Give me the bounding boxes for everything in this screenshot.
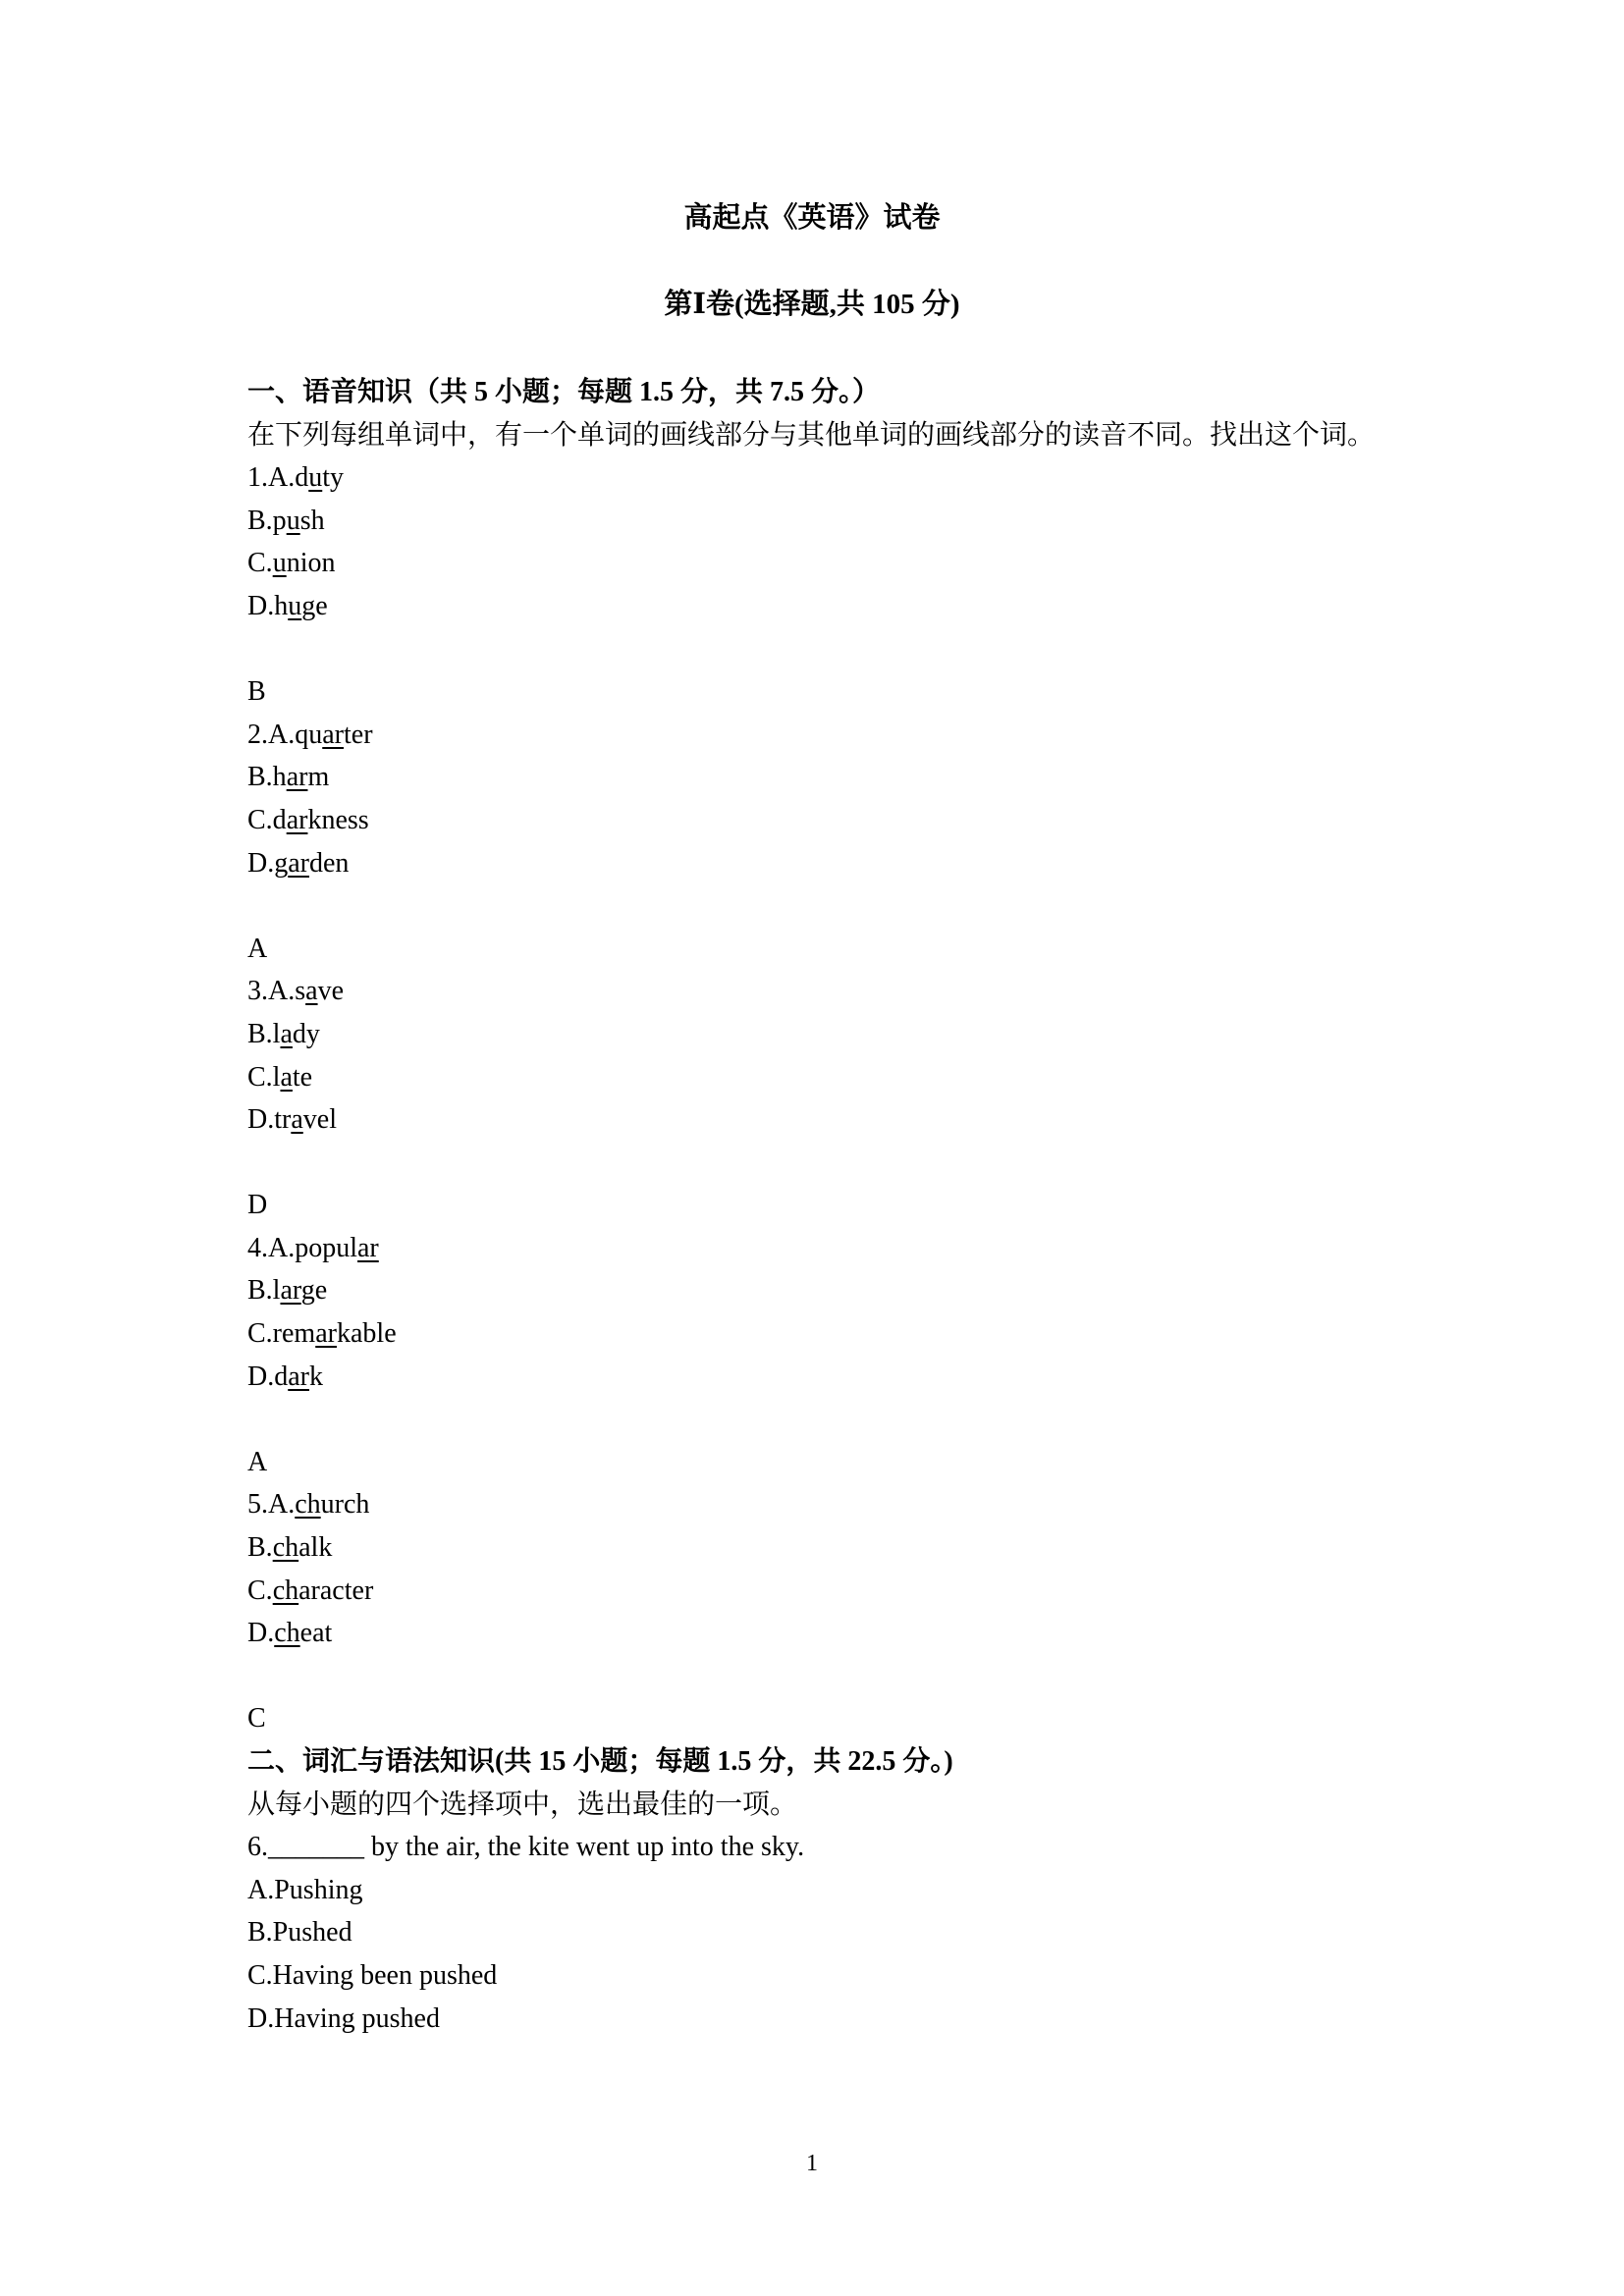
question-5-option-d	[247, 1612, 1406, 1655]
underlined-part: a	[280, 1018, 293, 1049]
option-text: 2.A.qu	[247, 719, 323, 750]
underlined-part: ar	[315, 1318, 337, 1350]
question-2	[247, 714, 1406, 971]
option-text: D.	[247, 1618, 275, 1649]
option-text: aracter	[298, 1575, 374, 1606]
question-5-answer: C	[247, 1703, 266, 1735]
option-text: kable	[336, 1318, 397, 1350]
question-2-option-d	[247, 842, 1406, 885]
option-text: 3.A.s	[247, 976, 306, 1007]
option-text: den	[309, 847, 350, 879]
option-text: B.	[247, 1532, 273, 1564]
option-text: ge	[301, 590, 328, 621]
underlined-part: a	[291, 1104, 303, 1136]
option-text: vel	[302, 1104, 337, 1136]
question-3-option-b	[247, 1013, 1406, 1056]
underlined-part: ar	[286, 804, 308, 835]
question-3-answer: D	[247, 1190, 268, 1221]
underlined-part: u	[286, 505, 300, 536]
question-5	[247, 1483, 1406, 1740]
question-1-answer: B	[247, 676, 266, 708]
option-text: B.l	[247, 1275, 281, 1307]
option-text: B.p	[247, 505, 287, 536]
option-text: ge	[300, 1275, 328, 1307]
part-title: 第Ⅰ卷(选择题,共 105 分)	[664, 289, 960, 320]
question-4-option-b	[247, 1269, 1406, 1312]
question-6-option-c: C.Having been pushed	[247, 1959, 498, 1991]
underlined-part: ar	[286, 762, 308, 793]
page-number: 1	[806, 2151, 818, 2176]
option-text: nion	[286, 548, 336, 579]
spacer	[247, 884, 1406, 928]
question-1-option-c	[247, 542, 1406, 585]
option-text: D.d	[247, 1361, 289, 1392]
section2-header: 二、词汇与语法知识(共 15 小题；每题 1.5 分，共 22.5 分。)	[247, 1746, 953, 1777]
option-text: te	[292, 1061, 313, 1093]
section1-instruction: 在下列每组单词中，有一个单词的画线部分与其他单词的画线部分的读音不同。找出这个词。	[247, 419, 1376, 451]
exam-content	[247, 371, 1406, 2040]
option-text: eat	[299, 1618, 333, 1649]
question-4	[247, 1227, 1406, 1484]
question-6-stem: 6._______ by the air, the kite went up into the sky.	[247, 1832, 805, 1863]
option-text: 4.A.popul	[247, 1232, 357, 1263]
underlined-part: a	[280, 1061, 293, 1093]
option-text: ve	[317, 976, 344, 1007]
option-text: D.g	[247, 847, 289, 879]
option-text: 1.A.d	[247, 462, 309, 494]
exam-title: 高起点《英语》试卷	[683, 202, 941, 234]
question-5-option-b	[247, 1526, 1406, 1570]
underlined-part: ch	[274, 1618, 300, 1649]
underlined-part: u	[288, 590, 302, 621]
question-6-option-d: D.Having pushed	[247, 2002, 440, 2034]
option-text: D.h	[247, 590, 289, 621]
underlined-part: ar	[357, 1232, 379, 1263]
question-6-option-a: A.Pushing	[247, 1874, 363, 1905]
underlined-part: ar	[280, 1275, 301, 1307]
question-3	[247, 970, 1406, 1227]
option-text: B.l	[247, 1018, 281, 1049]
question-1-option-a	[247, 456, 1406, 500]
option-text: urch	[320, 1489, 370, 1521]
question-2-answer: A	[247, 933, 268, 964]
spacer	[247, 628, 1406, 671]
question-4-option-a	[247, 1227, 1406, 1270]
underlined-part: u	[272, 548, 287, 579]
question-6-option-b: B.Pushed	[247, 1917, 352, 1949]
spacer	[247, 1655, 1406, 1698]
option-text: C.	[247, 548, 273, 579]
option-text: 5.A.	[247, 1489, 296, 1521]
section2-instruction: 从每小题的四个选择项中，选出最佳的一项。	[247, 1789, 798, 1820]
question-2-option-c	[247, 799, 1406, 842]
option-text: k	[309, 1361, 323, 1392]
question-4-option-c	[247, 1312, 1406, 1356]
question-6	[247, 1826, 1406, 2040]
underlined-part: ch	[295, 1489, 321, 1521]
option-text: C.d	[247, 804, 287, 835]
option-text: C.	[247, 1575, 273, 1606]
question-3-option-d	[247, 1098, 1406, 1142]
option-text: B.h	[247, 762, 287, 793]
question-3-option-c	[247, 1056, 1406, 1099]
underlined-part: ar	[322, 719, 344, 750]
question-3-option-a	[247, 970, 1406, 1013]
question-1-option-b	[247, 500, 1406, 543]
spacer	[247, 1398, 1406, 1441]
question-1-option-d	[247, 585, 1406, 628]
option-text: ty	[322, 462, 345, 494]
underlined-part: ar	[288, 1361, 309, 1392]
underlined-part: ch	[272, 1575, 299, 1606]
option-text: m	[307, 762, 330, 793]
option-text: kness	[307, 804, 369, 835]
question-2-option-a	[247, 714, 1406, 757]
option-text: D.tr	[247, 1104, 292, 1136]
option-text: C.l	[247, 1061, 281, 1093]
question-2-option-b	[247, 756, 1406, 799]
underlined-part: ch	[272, 1532, 299, 1564]
question-4-option-d	[247, 1356, 1406, 1399]
question-5-option-c	[247, 1570, 1406, 1613]
question-4-answer: A	[247, 1446, 268, 1477]
underlined-part: a	[305, 976, 318, 1007]
option-text: C.rem	[247, 1318, 316, 1350]
option-text: dy	[292, 1018, 320, 1049]
option-text: alk	[298, 1532, 333, 1564]
spacer	[247, 1142, 1406, 1185]
underlined-part: u	[308, 462, 323, 494]
underlined-part: ar	[288, 847, 309, 879]
option-text: sh	[299, 505, 325, 536]
option-text: ter	[344, 719, 373, 750]
question-5-option-a	[247, 1483, 1406, 1526]
section1-header: 一、语音知识（共 5 小题；每题 1.5 分，共 7.5 分。）	[247, 377, 881, 407]
question-1	[247, 456, 1406, 714]
